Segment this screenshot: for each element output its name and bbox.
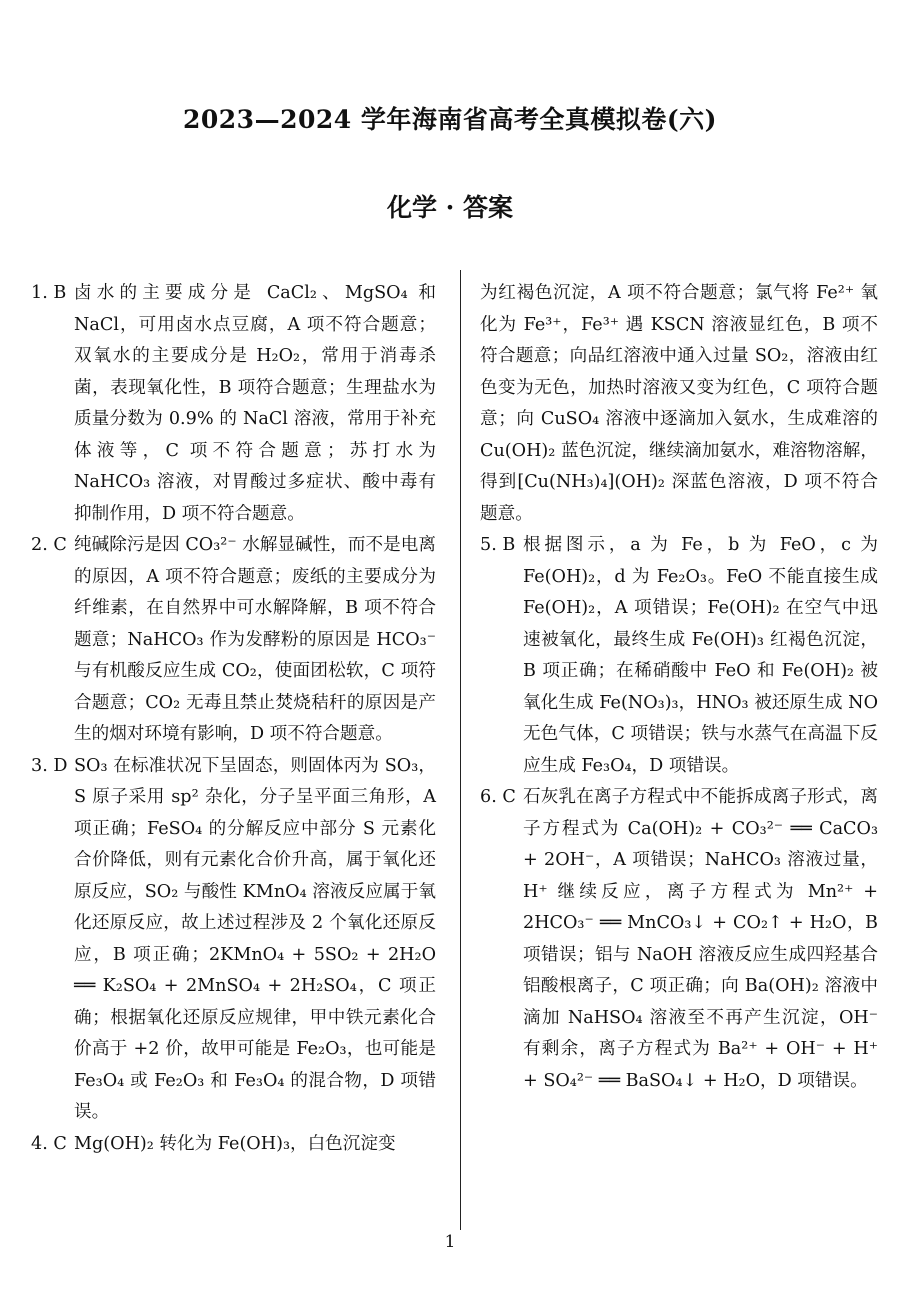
answer-1 (31, 278, 436, 530)
answer-5 (480, 530, 878, 782)
page-number: 1 (444, 1232, 456, 1252)
answer-text: 石灰乳在离子方程式中不能拆成离子形式，离子方程式为 Ca(OH)₂ + CO₃²⁻ ══ CaCO₃ + 2OH⁻，A 项错误；NaHCO₃ 溶液过量，H⁺ 继续反应，离子方程式为 Mn²⁺ + 2HCO₃⁻ ══ MnCO₃↓ + CO₂↑ + H₂O，B 项错误；铝与 NaOH 溶液反应生成四羟基合铝酸根离子，C 项正确；向 Ba(OH)₂ 溶液中滴加 NaHSO₄ 溶液至不再产生沉淀，OH⁻ 有剩余，离子方程式为 Ba²⁺ + OH⁻ + H⁺ + SO₄²⁻ ══ BaSO₄↓ + H₂O，D 项错误。 (523, 787, 878, 1091)
answer-number: 4. C (31, 1133, 67, 1154)
answer-text: 卤水的主要成分是 CaCl₂、MgSO₄ 和 NaCl，可用卤水点豆腐，A 项不符合题意；双氧水的主要成分是 H₂O₂，常用于消毒杀菌，表现氧化性，B 项符合题意；生理盐水为质量分数为 0.9% 的 NaCl 溶液，常用于补充体液等，C 项不符合题意；苏打水为 NaHCO₃ 溶液，对胃酸过多症状、酸中毒有抑制作用，D 项不符合题意。 (74, 283, 436, 524)
answer-text: SO₃ 在标准状况下呈固态，则固体丙为 SO₃，S 原子采用 sp² 杂化，分子呈平面三角形，A 项正确；FeSO₄ 的分解反应中部分 S 元素化合价降低，则有元素化合价升高，属于氧化还原反应，SO₂ 与酸性 KMnO₄ 溶液反应属于氧化还原反应，故上述过程涉及 2 个氧化还原反应，B 项正确；2KMnO₄ + 5SO₂ + 2H₂O ══ K₂SO₄ + 2MnSO₄ + 2H₂SO₄，C 项正确；根据氧化还原反应规律，甲中铁元素化合价高于 +2 价，故甲可能是 Fe₂O₃，也可能是 Fe₃O₄ 或 Fe₂O₃ 和 Fe₃O₄ 的混合物，D 项错误。 (74, 755, 436, 1122)
answer-number: 3. D (31, 755, 68, 776)
answer-number: 6. C (480, 787, 516, 807)
answer-text: 根据图示，a 为 Fe，b 为 FeO，c 为 Fe(OH)₂，d 为 Fe₂O₃。FeO 不能直接生成 Fe(OH)₂，A 项错误；Fe(OH)₂ 在空气中迅速被氧化，最终生成 Fe(OH)₃ 红褐色沉淀，B 项正确；在稀硝酸中 FeO 和 Fe(OH)₂ 被氧化生成 Fe(NO₃)₃，HNO₃ 被还原生成 NO 无色气体，C 项错误；铁与水蒸气在高温下反应生成 Fe₃O₄，D 项错误。 (523, 535, 878, 776)
answer-4 (31, 1129, 436, 1161)
answer-number: 2. C (31, 535, 67, 555)
answer-6 (480, 782, 878, 1097)
answer-3 (31, 751, 436, 1129)
answer-number: 1. B (31, 283, 67, 303)
left-column (31, 278, 436, 1160)
answer-text: Mg(OH)₂ 转化为 Fe(OH)₃，白色沉淀变 (74, 1133, 396, 1154)
answer-2 (31, 530, 436, 751)
answer-number: 5. B (480, 535, 516, 555)
answer-text: 纯碱除污是因 CO₃²⁻ 水解显碱性，而不是电离的原因，A 项不符合题意；废纸的主要成分为纤维素，在自然界中可水解降解，B 项不符合题意；NaHCO₃ 作为发酵粉的原因是 HCO₃⁻ 与有机酸反应生成 CO₂，使面团松软，C 项符合题意；CO₂ 无毒且禁止焚烧秸秆的原因是产生的烟对环境有影响，D 项不符合题意。 (74, 535, 436, 744)
right-column (480, 278, 878, 1097)
document-subtitle: 化学 · 答案 (386, 193, 514, 222)
answer-4-continued: 为红褐色沉淀，A 项不符合题意；氯气将 Fe²⁺ 氧化为 Fe³⁺，Fe³⁺ 遇 KSCN 溶液显红色，B 项不符合题意；向品红溶液中通入过量 SO₂，溶液由红色变为无色，加热时溶液又变为红色，C 项符合题意；向 CuSO₄ 溶液中逐滴加入氨水，生成难溶的 Cu(OH)₂ 蓝色沉淀，继续滴加氨水，难溶物溶解，得到[Cu(NH₃)₄](OH)₂ 深蓝色溶液，D 项不符合题意。 (480, 283, 878, 524)
column-divider (460, 270, 461, 1230)
document-title: 2023—2024 学年海南省高考全真模拟卷(六) (182, 105, 718, 134)
